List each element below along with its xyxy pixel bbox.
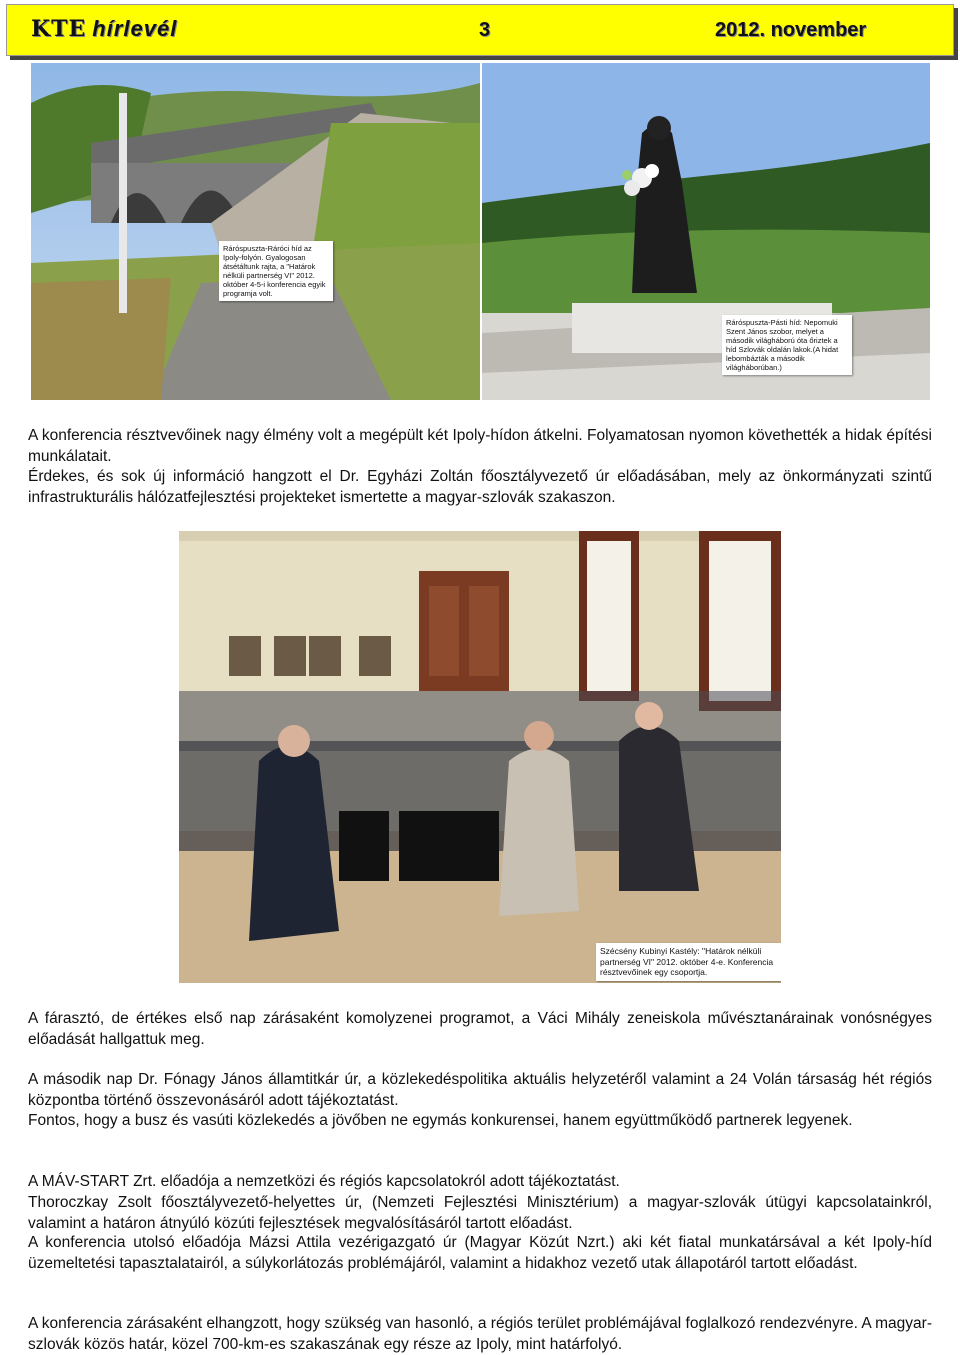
paragraph-bridges: A konferencia résztvevőinek nagy élmény volt a megépült két Ipoly-hídon átkelni. Folyamatosan nyomon követhették a hidak építési munkálatait. xyxy=(28,427,932,465)
paragraph-closing: A konferencia zárásaként elhangzott, hogy szükség van hasonló, a régiós terület problémájával foglalkozó rendezvényre. A magyar-szlovák közös határ, közel 700-km-es szakaszának egy része az Ipoly, mint határfolyó. xyxy=(28,1315,932,1353)
conference-photo-image xyxy=(179,531,781,983)
statue-photo-caption: Ráróspuszta-Pásti híd: Nepomuki Szent János szobor, melyet a második világháború óta őriztek a híd Szlovák oldalán lakok.(A hidat lebombázták a második világháborúban.) xyxy=(722,315,852,375)
brand-name: KTE xyxy=(31,16,87,42)
bridge-photo xyxy=(31,63,480,400)
conference-photo-caption: Szécsény Kubinyi Kastély: "Határok nélküli partnerség VI" 2012. október 4-e. Konferencia résztvevőinek egy csoportja. xyxy=(596,943,781,981)
paragraph-thoroczkay: Thoroczkay Zsolt főosztályvezető-helyettes úr, (Nemzeti Fejlesztési Minisztérium) a magyar-szlovák útügyi kapcsolatainkról, valamint a határon átnyúló közúti fejlesztések megvalósításáról tartott előadást. xyxy=(28,1194,932,1232)
brand-subtitle: hírlevél xyxy=(92,16,178,41)
conference-photo xyxy=(179,531,781,983)
paragraph-mazsi: A konferencia utolsó előadója Mázsi Attila vezérigazgató úr (Magyar Közút Nzrt.) aki két fiatal munkatársával a két Ipoly-híd üzemeltetési tapasztalatairól, a súlykorlátozás problémájáról, valamint a hidakhoz vezető utak állapotáról tartott előadást. xyxy=(28,1234,932,1272)
bridge-photo-image xyxy=(31,63,480,400)
page-number: 3 xyxy=(479,19,491,41)
paragraph-mav: A MÁV-START Zrt. előadója a nemzetközi és régiós kapcsolatokról adott tájékoztatást. xyxy=(28,1173,620,1190)
bridge-photo-caption: Ráróspuszta-Ráróci híd az Ipoly-folyón. Gyalogosan átsétáltunk rajta, a "Határok nélküli partnerség VI" 2012. október 4-5-i konferencia egyik programja volt. xyxy=(219,241,333,301)
issue-date: 2012. november xyxy=(715,19,867,41)
paragraph-egyhazi: Érdekes, és sok új információ hangzott el Dr. Egyházi Zoltán főosztályvezető úr előadásában, mely az önkormányzati szintű infrastrukturális hálózatfejlesztési projekteket ismertette a magyar-szlovák szakaszon. xyxy=(28,468,932,506)
paragraph-transport: Fontos, hogy a busz és vasúti közlekedés a jövőben ne egymás konkurensei, hanem együttműködő partnerek legyenek. xyxy=(28,1112,853,1129)
paragraph-concert: A fárasztó, de értékes első nap zárásaként komolyzenei programot, a Váci Mihály zeneiskola művésztanárainak vonósnégyes előadását hallgattuk meg. xyxy=(28,1010,932,1048)
paragraph-fonagy: A második nap Dr. Fónagy János államtitkár úr, a közlekedéspolitika aktuális helyzetéről valamint a 24 Volán társaság hét régiós központba történő összevonásáról adott tájékoztatást. xyxy=(28,1071,932,1109)
statue-photo xyxy=(482,63,930,400)
statue-photo-image xyxy=(482,63,930,400)
newsletter-header xyxy=(6,4,954,56)
newsletter-brand xyxy=(31,16,177,42)
